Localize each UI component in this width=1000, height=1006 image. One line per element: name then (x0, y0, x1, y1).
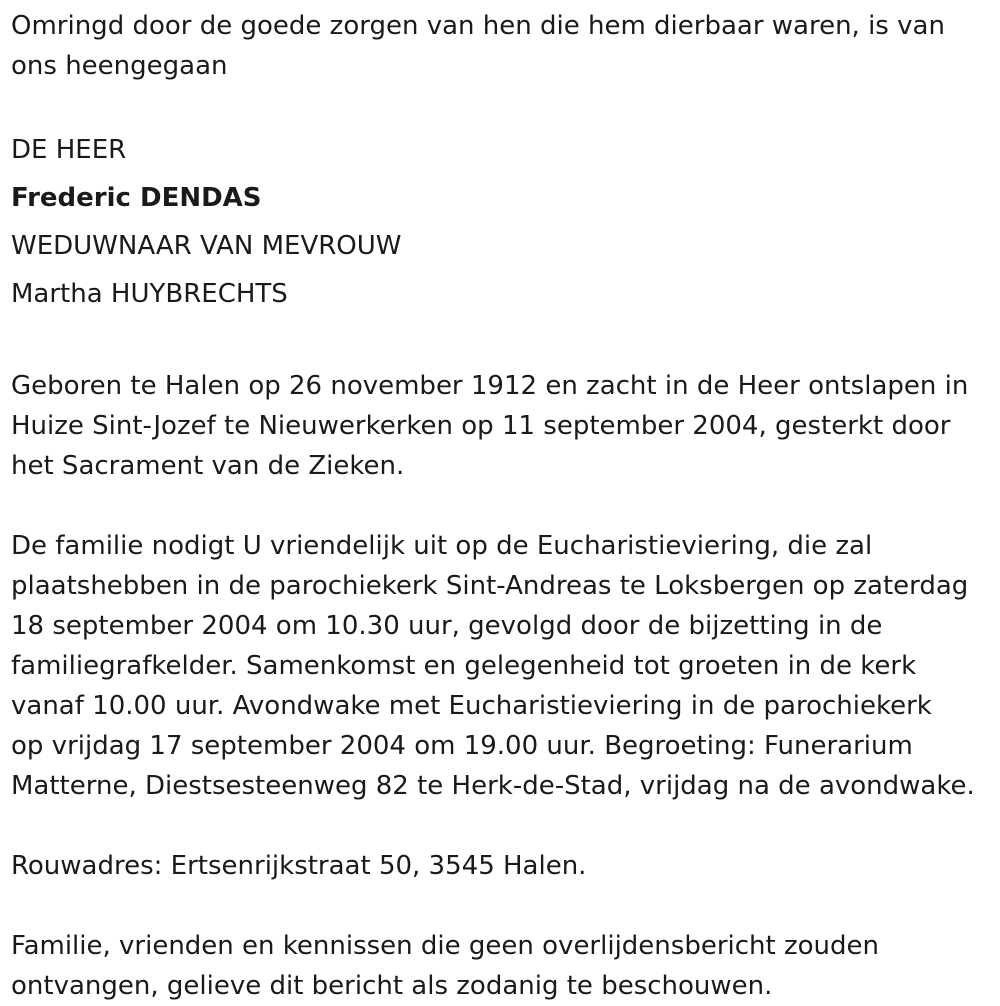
closing-line: Familie, vrienden en kennissen die geen overlijdensbericht zouden (11, 931, 879, 961)
deceased-relation: WEDUWNAAR VAN MEVROUW (11, 231, 402, 261)
closing-paragraph (11, 926, 996, 1006)
invitation-paragraph (11, 526, 996, 806)
birth-death-paragraph (11, 366, 996, 486)
obituary-notice (11, 6, 996, 1006)
invitation-line: 18 september 2004 om 10.30 uur, gevolgd door de bijzetting in de (11, 611, 883, 641)
invitation-line: familiegrafkelder. Samenkomst en gelegenheid tot groeten in de kerk (11, 651, 917, 681)
birth-death-line: Huize Sint-Jozef te Nieuwerkerken op 11 september 2004, gesterkt door (11, 411, 951, 441)
invitation-line: plaatshebben in de parochiekerk Sint-Andreas te Loksbergen op zaterdag (11, 571, 969, 601)
address-paragraph (11, 846, 996, 886)
birth-death-line: het Sacrament van de Zieken. (11, 451, 405, 481)
birth-death-line: Geboren te Halen op 26 november 1912 en zacht in de Heer ontslapen in (11, 371, 969, 401)
deceased-title: DE HEER (11, 135, 127, 165)
intro-paragraph (11, 6, 996, 86)
invitation-line: Matterne, Diestsesteenweg 82 te Herk-de-Stad, vrijdag na de avondwake. (11, 771, 975, 801)
intro-line: Omringd door de goede zorgen van hen die hem dierbaar waren, is van (11, 11, 945, 41)
invitation-line: De familie nodigt U vriendelijk uit op de Eucharistieviering, die zal (11, 531, 873, 561)
invitation-line: op vrijdag 17 september 2004 om 19.00 uur. Begroeting: Funerarium (11, 731, 913, 761)
intro-line: ons heengegaan (11, 51, 228, 81)
closing-line: ontvangen, gelieve dit bericht als zodanig te beschouwen. (11, 971, 773, 1001)
spouse-name: Martha HUYBRECHTS (11, 279, 288, 309)
mourning-address: Rouwadres: Ertsenrijkstraat 50, 3545 Halen. (11, 851, 587, 881)
invitation-line: vanaf 10.00 uur. Avondwake met Eucharistieviering in de parochiekerk (11, 691, 932, 721)
deceased-name: Frederic DENDAS (11, 183, 262, 213)
deceased-block (11, 126, 996, 318)
